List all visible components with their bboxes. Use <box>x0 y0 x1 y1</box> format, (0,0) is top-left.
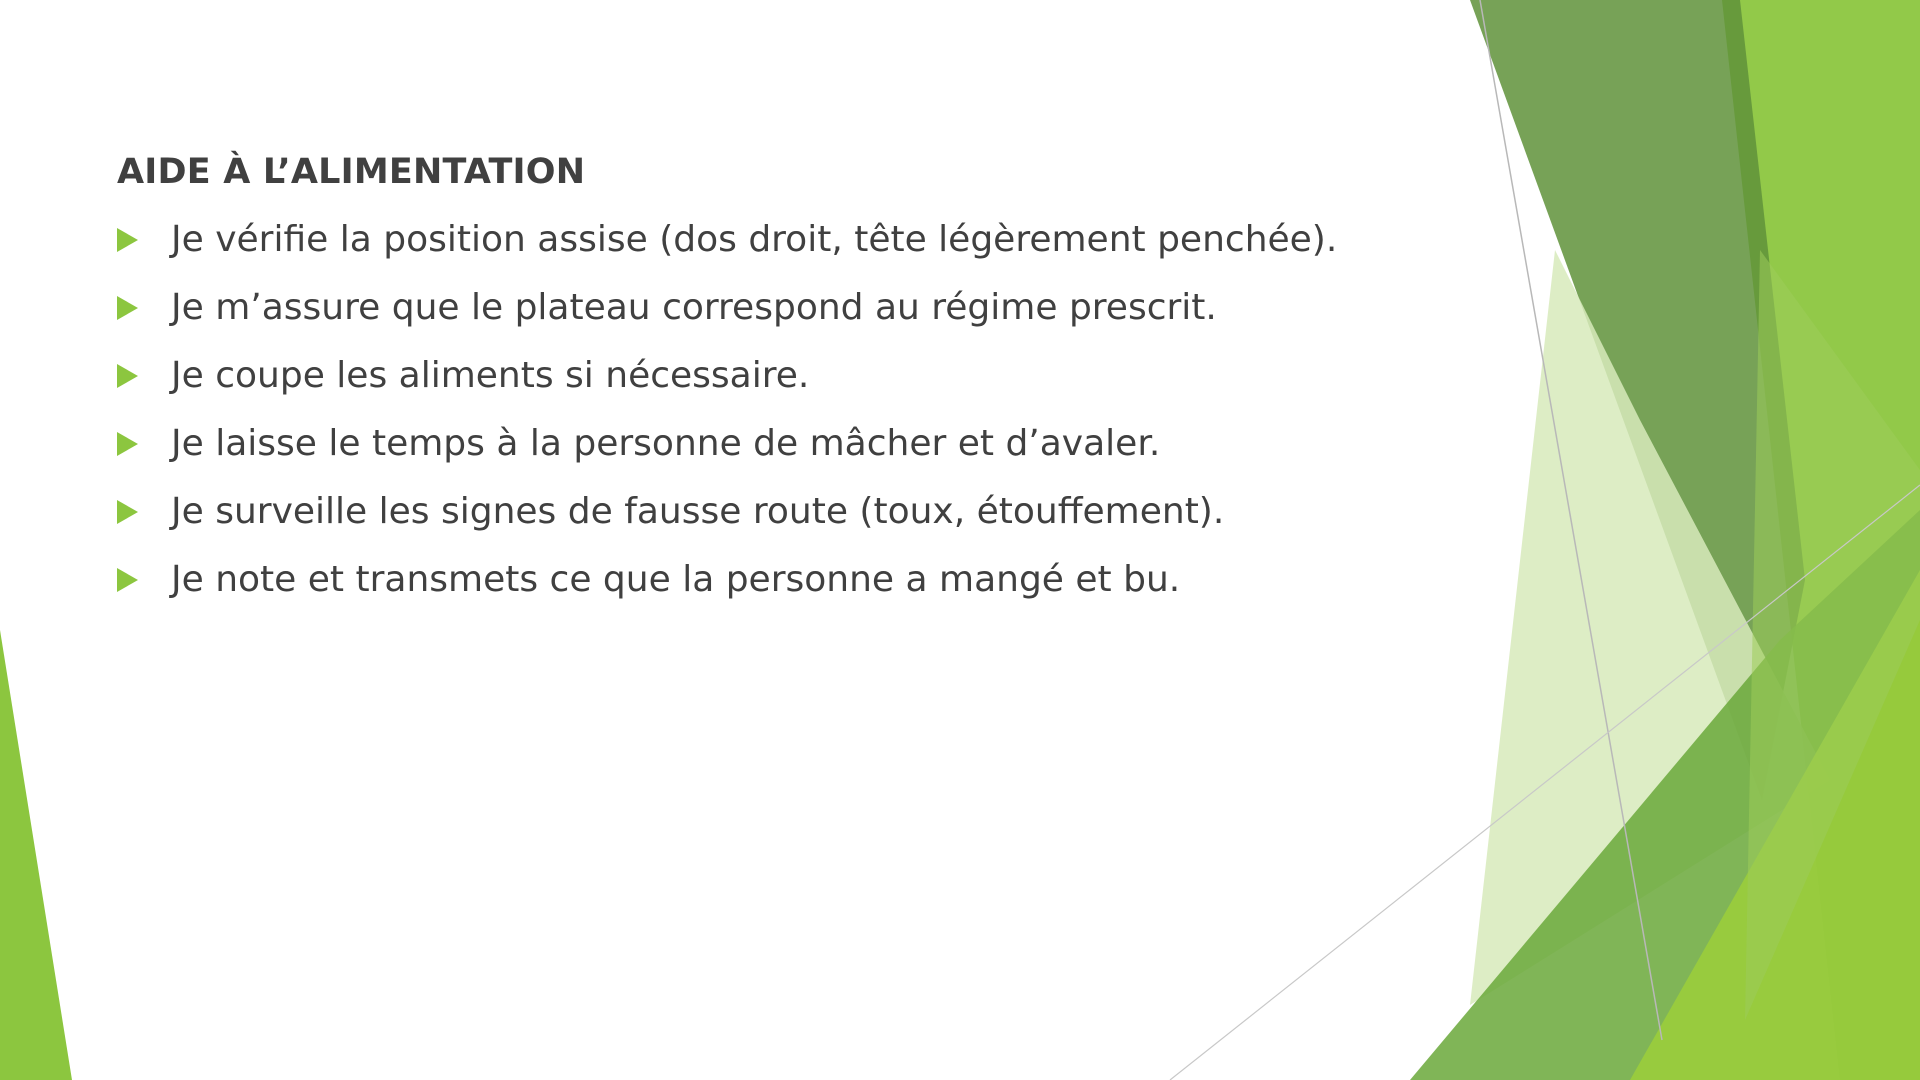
bullet-text: Je vérifie la position assise (dos droit, tête légèrement penchée). <box>171 219 1338 260</box>
bullet-item <box>117 420 1417 468</box>
left-green-sliver <box>0 630 72 1080</box>
bullet-text: Je m’assure que le plateau correspond au régime prescrit. <box>171 287 1217 328</box>
bullet-text: Je laisse le temps à la personne de mâcher et d’avaler. <box>171 423 1161 464</box>
play-triangle-icon <box>117 228 138 252</box>
bullet-item <box>117 216 1417 264</box>
bullet-list <box>117 216 1417 604</box>
play-triangle-icon <box>117 364 138 388</box>
bullet-text: Je note et transmets ce que la personne a mangé et bu. <box>171 559 1181 600</box>
bullet-text: Je coupe les aliments si nécessaire. <box>171 355 810 396</box>
play-triangle-icon <box>117 432 138 456</box>
play-triangle-icon <box>117 296 138 320</box>
bullet-text: Je surveille les signes de fausse route (toux, étouffement). <box>171 491 1225 532</box>
slide-content <box>117 148 1417 624</box>
play-triangle-icon <box>117 500 138 524</box>
slide-heading: AIDE À L’ALIMENTATION <box>117 152 586 192</box>
bullet-item <box>117 284 1417 332</box>
bullet-item <box>117 352 1417 400</box>
bullet-item <box>117 556 1417 604</box>
play-triangle-icon <box>117 568 138 592</box>
bullet-item <box>117 488 1417 536</box>
